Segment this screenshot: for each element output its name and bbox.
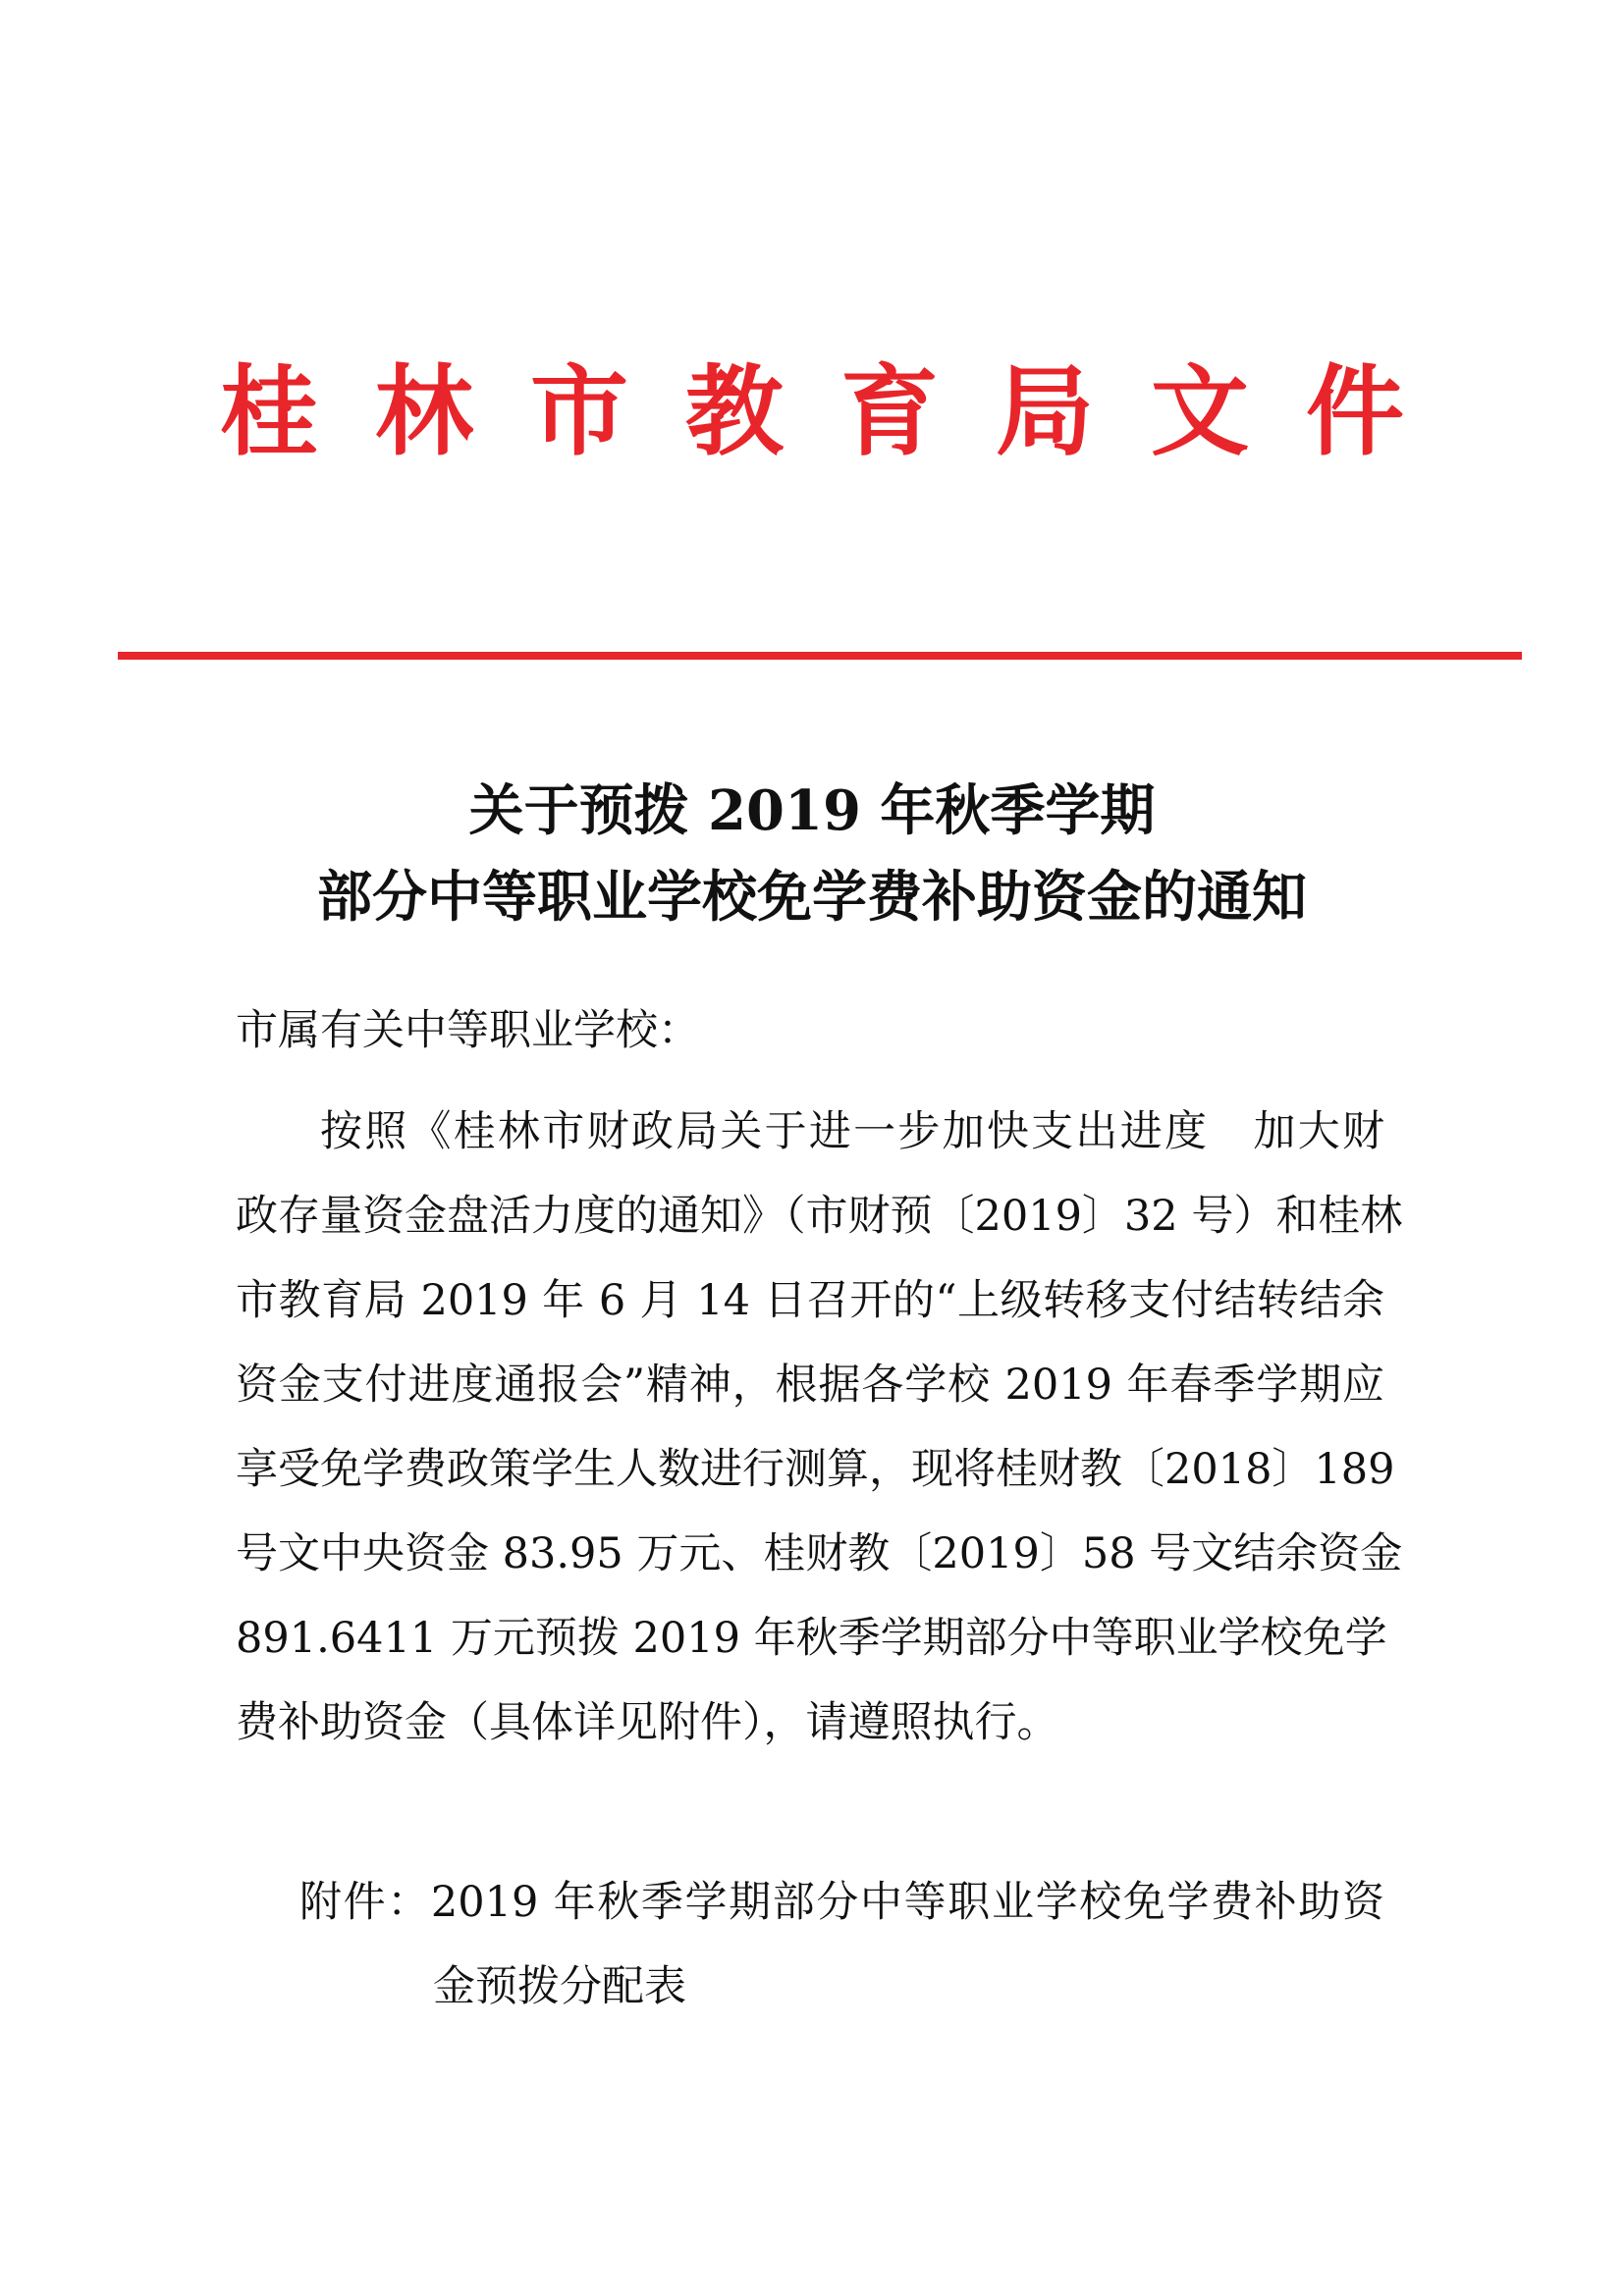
body-line: 号文中央资金 83.95 万元、桂财教〔2019〕58 号文结余资金 bbox=[236, 1529, 1403, 1578]
body-paragraph bbox=[236, 1090, 1403, 1765]
document-masthead: 桂林市教育局文件 bbox=[220, 354, 1461, 469]
attachment-line-2: 金预拨分配表 bbox=[433, 1962, 686, 2011]
red-separator-line bbox=[118, 652, 1522, 660]
body-line: 政存量资金盘活力度的通知》（市财预〔2019〕32 号）和桂林 bbox=[236, 1192, 1403, 1241]
body-line: 按照《桂林市财政局关于进一步加快支出进度 加大财 bbox=[320, 1107, 1384, 1156]
salutation: 市属有关中等职业学校： bbox=[236, 1006, 700, 1055]
title-line-2: 部分中等职业学校免学费补助资金的通知 bbox=[317, 865, 1307, 930]
body-line: 资金支付进度通报会”精神，根据各学校 2019 年春季学期应 bbox=[236, 1361, 1384, 1410]
document-title bbox=[0, 768, 1624, 940]
body-line: 享受免学费政策学生人数进行测算，现将桂财教〔2018〕189 bbox=[236, 1445, 1395, 1494]
body-line: 市教育局 2019 年 6 月 14 日召开的“上级转移支付结转结余 bbox=[236, 1276, 1384, 1325]
body-line: 891.6411 万元预拨 2019 年秋季学期部分中等职业学校免学 bbox=[236, 1614, 1387, 1663]
title-line-1: 关于预拨 2019 年秋季学期 bbox=[468, 778, 1156, 843]
attachment-line-1: 附件：2019 年秋季学期部分中等职业学校免学费补助资 bbox=[299, 1878, 1384, 1927]
attachment-note bbox=[299, 1860, 1384, 2029]
body-line: 费补助资金（具体详见附件），请遵照执行。 bbox=[236, 1698, 1059, 1747]
